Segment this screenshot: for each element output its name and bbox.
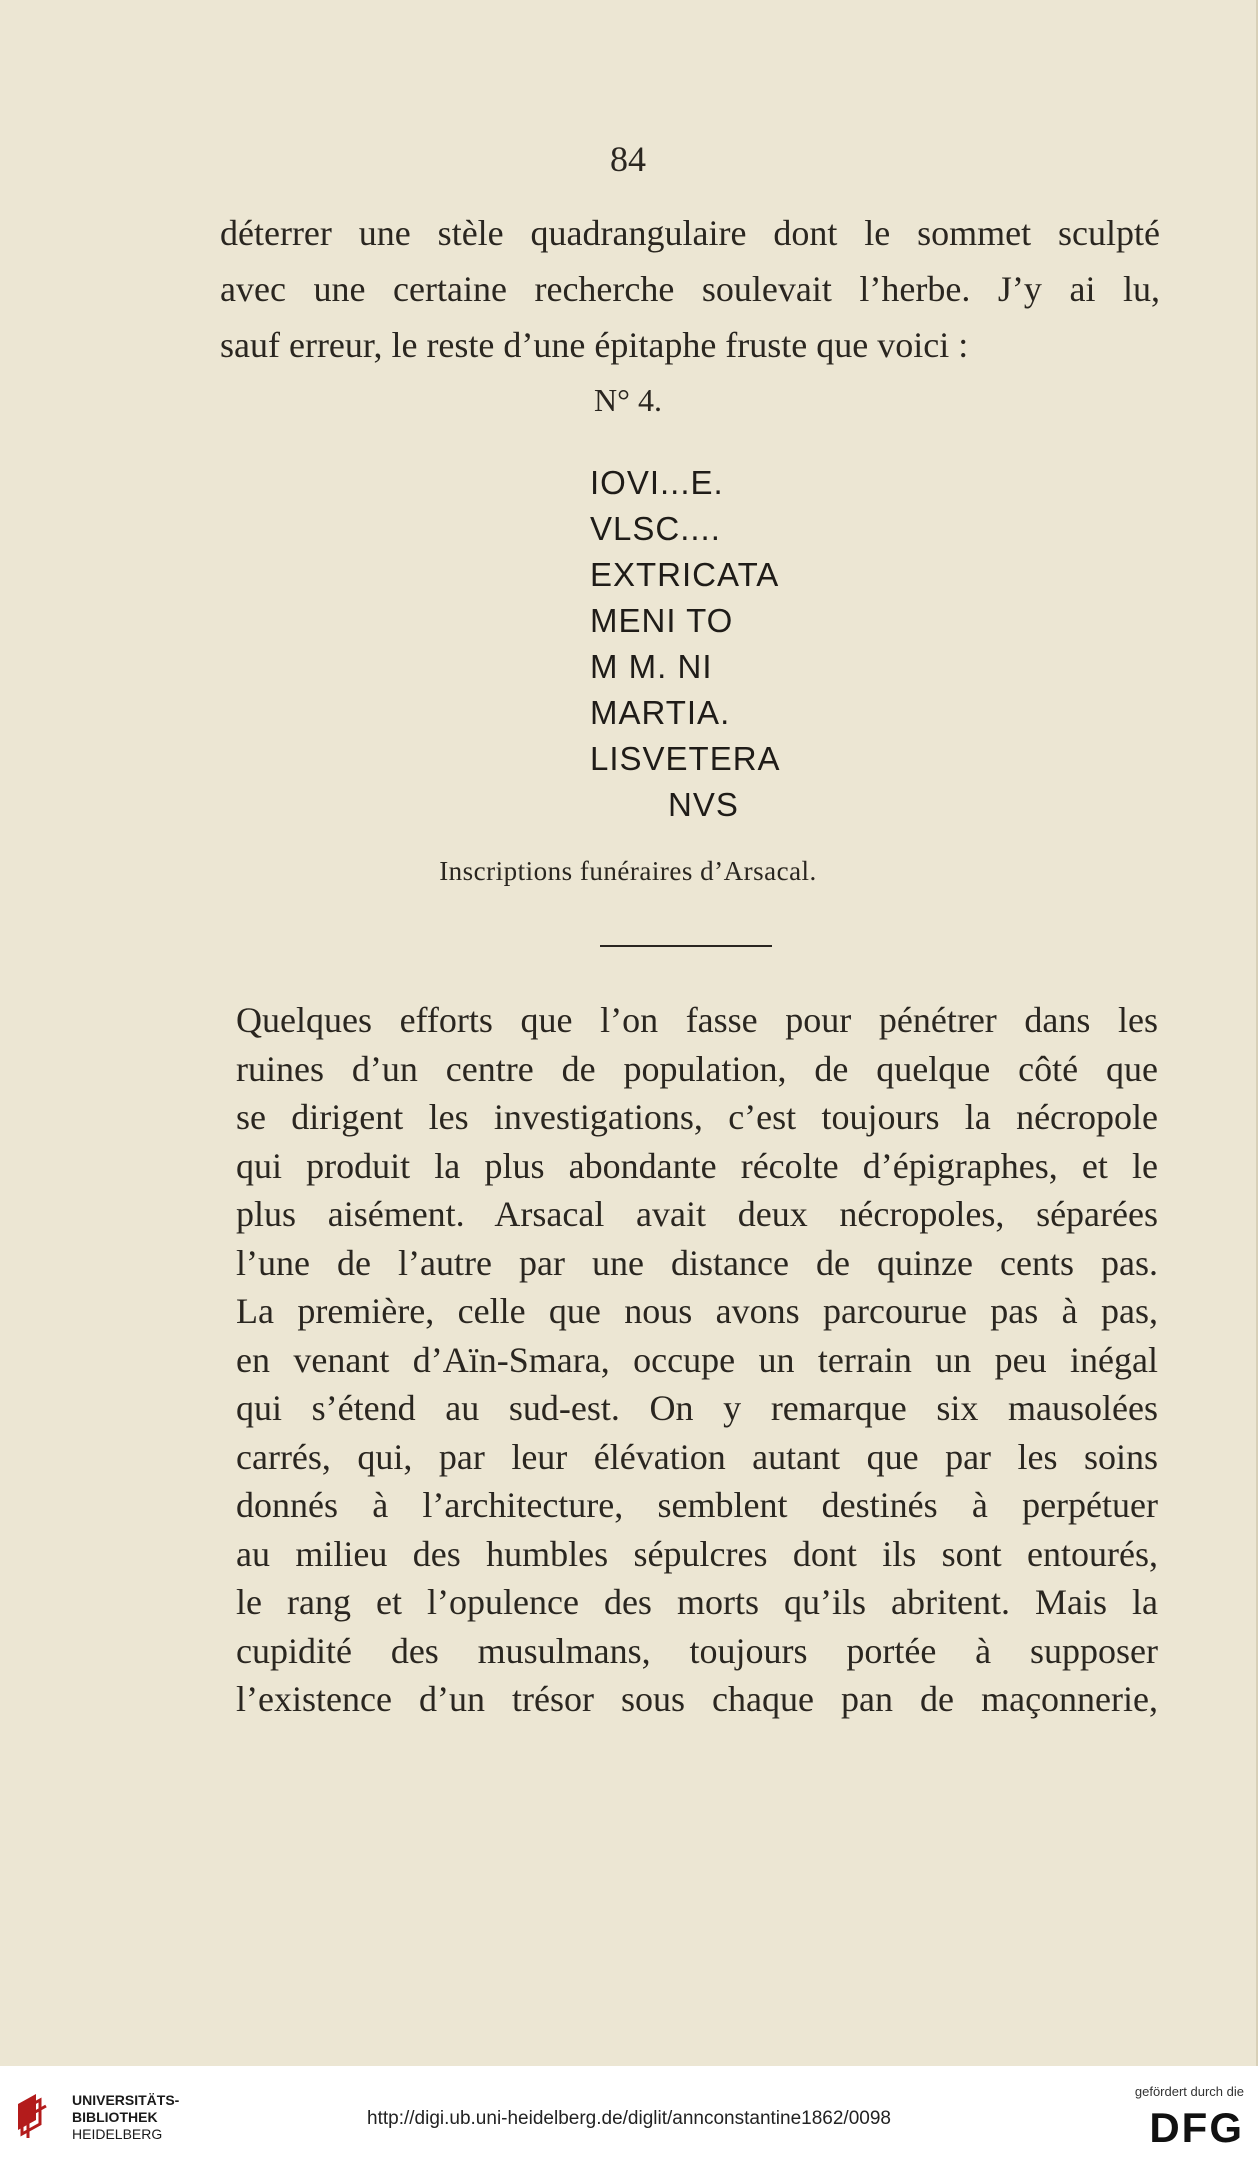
inscription-caption: Inscriptions funéraires d’Arsacal. <box>439 856 817 886</box>
footer-bar <box>0 2068 1258 2162</box>
text-line: sauf erreur, le reste d’une épitaphe fruste que voici : <box>220 325 969 365</box>
text-line: cupidité des musulmans, toujours portée à supposer <box>236 1630 1158 1671</box>
dfg-logo: DFG <box>1149 2104 1244 2151</box>
text-line: se dirigent les investigations, c’est toujours la nécropole <box>236 1097 1158 1137</box>
text-line: en venant d’Aïn-Smara, occupe un terrain un peu inégal <box>236 1339 1158 1380</box>
inscription-line: MARTIA. <box>590 694 731 731</box>
text-line: l’une de l’autre par une distance de quinze cents pas. <box>236 1242 1158 1283</box>
source-url-link[interactable]: http://digi.ub.uni-heidelberg.de/diglit/annconstantine1862/0098 <box>367 2108 891 2129</box>
university-line: UNIVERSITÄTS- <box>72 2092 180 2108</box>
university-line: HEIDELBERG <box>72 2126 163 2142</box>
text-line: ruines d’un centre de population, de quelque côté que <box>236 1048 1158 1089</box>
text-line: Quelques efforts que l’on fasse pour pénétrer dans les <box>236 1000 1158 1040</box>
inscription-block <box>590 460 781 828</box>
paragraph-main <box>236 996 1158 1724</box>
text-line: l’existence d’un trésor sous chaque pan de maçonnerie, <box>236 1679 1158 1719</box>
text-line: le rang et l’opulence des morts qu’ils abritent. Mais la <box>236 1582 1158 1622</box>
text-line: donnés à l’architecture, semblent destinés à perpétuer <box>236 1485 1158 1525</box>
inscription-number: N° 4. <box>594 382 662 418</box>
text-line: avec une certaine recherche soulevait l’herbe. J’y ai lu, <box>220 269 1160 309</box>
text-line: carrés, qui, par leur élévation autant que par les soins <box>236 1436 1158 1477</box>
text-line: déterrer une stèle quadrangulaire dont le sommet sculpté <box>220 213 1160 253</box>
inscription-line: M M. NI <box>590 648 713 685</box>
paragraph-intro <box>220 205 1160 373</box>
inscription-line: LISVETERA <box>590 740 781 777</box>
inscription-line: NVS <box>668 786 739 823</box>
inscription-line: IOVI...E. <box>590 464 724 501</box>
text-line: qui s’étend au sud-est. On y remarque six mausolées <box>236 1388 1158 1428</box>
university-line: BIBLIOTHEK <box>72 2109 158 2125</box>
text-line: qui produit la plus abondante récolte d’épigraphes, et le <box>236 1145 1158 1186</box>
text-line: au milieu des humbles sépulcres dont ils sont entourés, <box>236 1533 1158 1574</box>
page-number: 84 <box>610 139 646 179</box>
inscription-line: EXTRICATA <box>590 556 780 593</box>
inscription-line: VLSC.... <box>590 510 721 547</box>
section-divider <box>600 945 772 947</box>
funding-note: gefördert durch die <box>1134 2084 1244 2099</box>
text-line: La première, celle que nous avons parcourue pas à pas, <box>236 1291 1158 1331</box>
inscription-line: MENI TO <box>590 602 734 639</box>
text-line: plus aisément. Arsacal avait deux nécropoles, séparées <box>236 1194 1158 1234</box>
